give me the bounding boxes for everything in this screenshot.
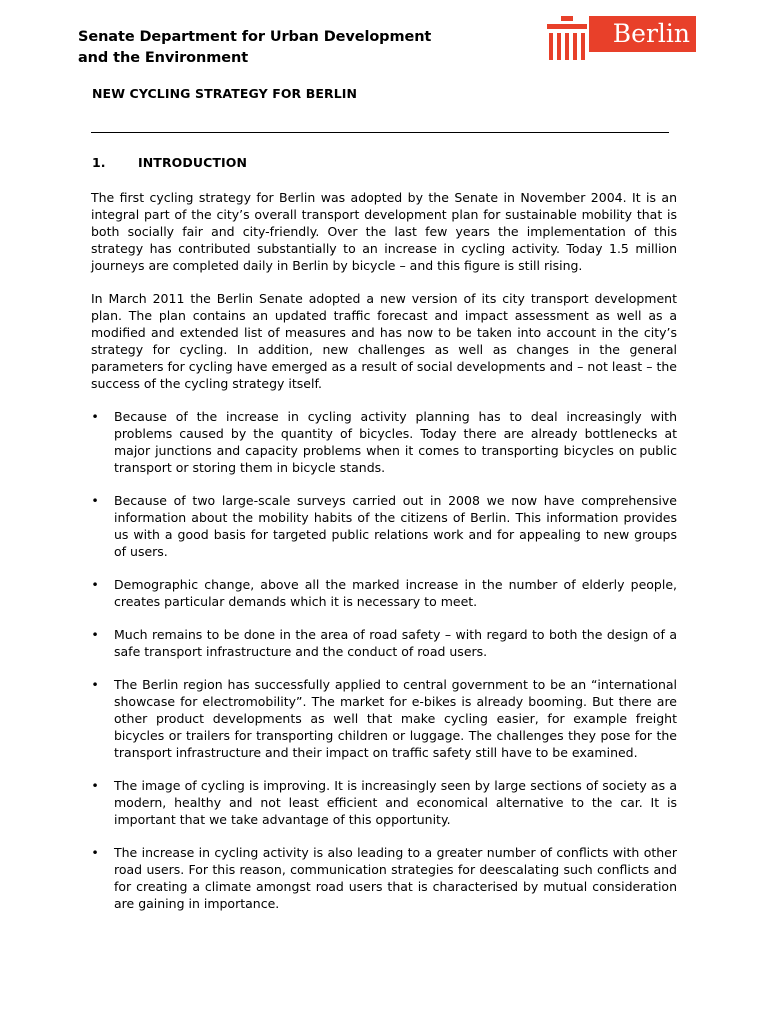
department-line-2: and the Environment (78, 50, 249, 66)
list-item-text: The Berlin region has successfully applied to central government to be an “international showcase for electromobility”. The market for e-bikes is already booming. But there are other product developments as well that make cycling easier, for example freight bicycles or trailers for transporting children or luggage. The challenges they pose for the transport infrastructure and their impact on traffic safety still have to be examined. (114, 677, 677, 760)
bullet-icon: • (91, 577, 99, 592)
bullet-icon: • (91, 409, 99, 424)
gate-column-3 (565, 33, 569, 60)
list-item (91, 626, 677, 660)
challenges-list (91, 408, 677, 912)
list-item-text: Demographic change, above all the marked increase in the number of elderly people, creates particular demands which it is necessary to meet. (114, 577, 677, 609)
gate-top-bar (547, 24, 587, 29)
paragraph: The first cycling strategy for Berlin was adopted by the Senate in November 2004. It is an integral part of the city’s overall transport development plan for sustainable mobility that is both socially fair and city-friendly. Over the last few years the implementation of this strategy has contributed substantially to an increase in cycling activity. Today 1.5 million journeys are completed daily in Berlin by bicycle – and this figure is still rising. (91, 190, 677, 273)
bullet-icon: • (91, 677, 99, 692)
list-item-text: Because of two large-scale surveys carried out in 2008 we now have comprehensive information about the mobility habits of the citizens of Berlin. This information provides us with a good basis for targeted public relations work and for appealing to new groups of users. (114, 493, 677, 559)
bullet-icon: • (91, 627, 99, 642)
brandenburg-gate-icon (547, 16, 587, 60)
section-heading (92, 155, 247, 170)
list-item (91, 777, 677, 828)
list-item (91, 844, 677, 912)
list-item-text: The increase in cycling activity is also leading to a greater number of conflicts with other road users. For this reason, communication strategies for deescalating such conflicts and for creating a climate amongst road users that is characterised by mutual consideration are gaining in importance. (114, 845, 677, 911)
bullet-icon: • (91, 778, 99, 793)
gate-quadriga (561, 16, 573, 21)
section-number: 1. (92, 155, 106, 170)
document-title: NEW CYCLING STRATEGY FOR BERLIN (92, 86, 358, 101)
list-item (91, 408, 677, 476)
list-item (91, 492, 677, 560)
gate-column-2 (557, 33, 561, 60)
gate-column-4 (573, 33, 577, 60)
list-item-text: Because of the increase in cycling activity planning has to deal increasingly with problems caused by the quantity of bicycles. Today there are already bottlenecks at major junctions and capacity problems when it comes to transporting bicycles on public transport or storing them in bicycle stands. (114, 409, 677, 475)
gate-column-5 (581, 33, 585, 60)
berlin-logo (547, 16, 696, 60)
list-item-text: Much remains to be done in the area of road safety – with regard to both the design of a safe transport infrastructure and the conduct of road users. (114, 627, 677, 659)
logo-wordmark: Berlin (589, 16, 696, 52)
list-item (91, 576, 677, 610)
paragraph: In March 2011 the Berlin Senate adopted a new version of its city transport development plan. The plan contains an updated traffic forecast and impact assessment as well as a modified and extended list of measures and has now to be taken into account in the city’s strategy for cycling. In addition, new challenges as well as changes in the general parameters for cycling have emerged as a result of social developments and – not least – the success of the cycling strategy itself. (91, 291, 677, 391)
title-divider (91, 132, 669, 133)
department-line-1: Senate Department for Urban Development (78, 29, 432, 45)
department-name (78, 27, 431, 69)
section-title: INTRODUCTION (138, 155, 248, 170)
list-item (91, 676, 677, 761)
gate-column-1 (549, 33, 553, 60)
bullet-icon: • (91, 493, 99, 508)
bullet-icon: • (91, 845, 99, 860)
document-body (91, 189, 677, 928)
list-item-text: The image of cycling is improving. It is increasingly seen by large sections of society as a modern, healthy and not least efficient and economical alternative to the car. It is important that we take advantage of this opportunity. (114, 778, 677, 827)
